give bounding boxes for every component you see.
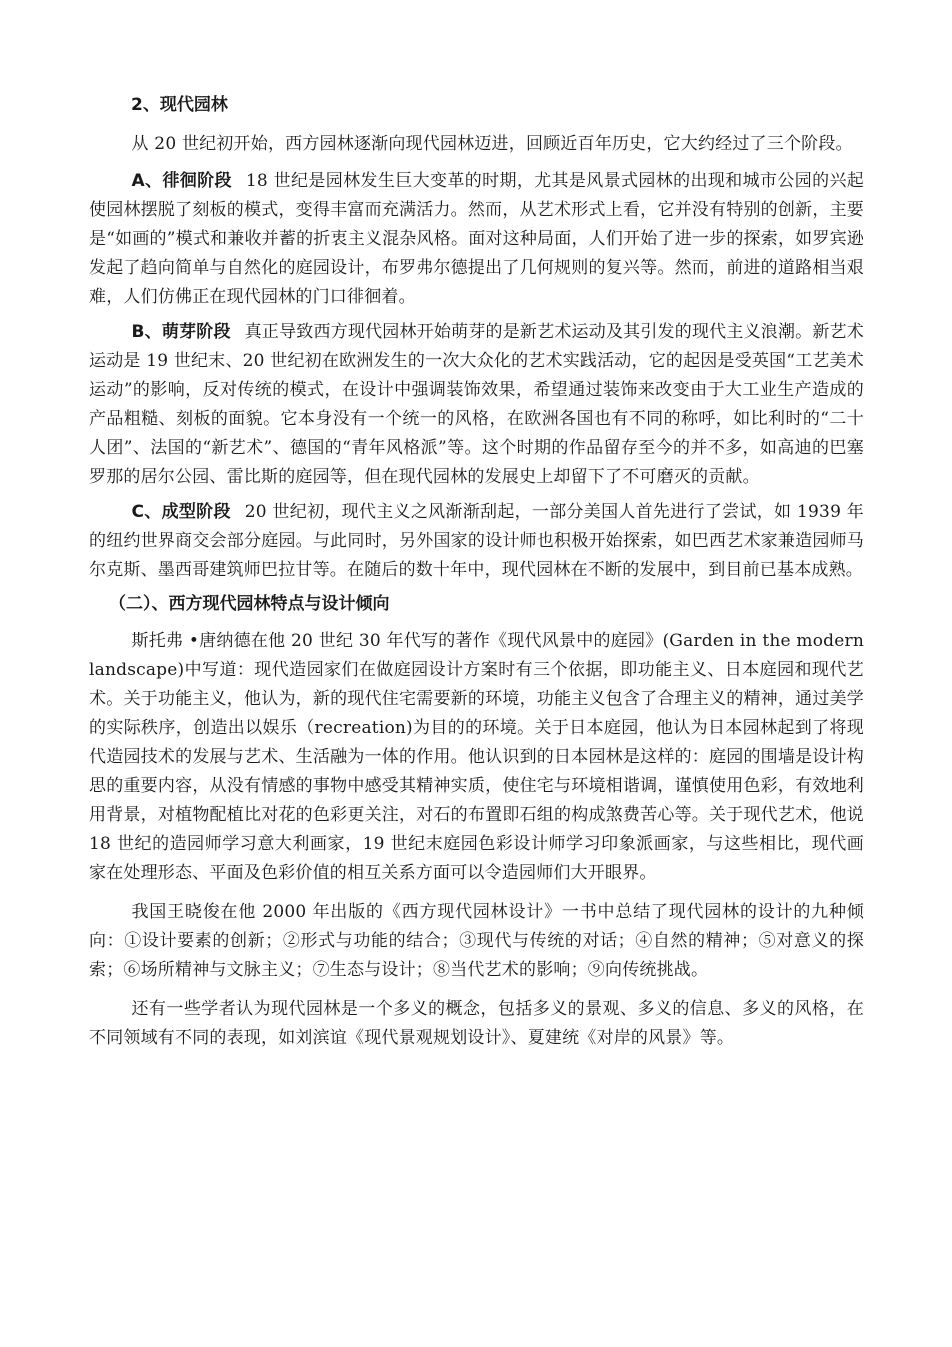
stage-b-label: B、萌芽阶段 [131,322,231,342]
wang-paragraph: 我国王晓俊在他 2000 年出版的《西方现代园林设计》一书中总结了现代园林的设计的九种倾向：①设计要素的创新；②形式与功能的结合；③现代与传统的对话；④自然的精神；⑤对意义的探索；⑥场所精神与文脉主义；⑦生态与设计；⑧当代艺术的影响；⑨向传统挑战。 [89,902,864,980]
stage-c-label: C、成型阶段 [131,502,231,522]
scholars-paragraph: 还有一些学者认为现代园林是一个多义的概念，包括多义的景观、多义的信息、多义的风格，在不同领域有不同的表现，如刘滨谊《现代景观规划设计》、夏建统《对岸的风景》等。 [89,999,864,1048]
stage-c-text: 20 世纪初，现代主义之风渐渐刮起，一部分美国人首先进行了尝试，如 1939 年的纽约世界商交会部分庭园。与此同时，另外国家的设计师也积极开始探索，如巴西艺术家兼造园师马尔克斯、墨西哥建筑师巴拉甘等。在随后的数十年中，现代园林在不断的发展中，到目前已基本成熟。 [89,502,864,580]
stage-a-label: A、徘徊阶段 [131,171,232,191]
donald-paragraph: 斯托弗 •唐纳德在他 20 世纪 30 年代写的著作《现代风景中的庭园》(Garden in the modern landscape)中写道：现代造园家们在做庭园设计方案时有三个依据，即功能主义、日本庭园和现代艺术。关于功能主义，他认为，新的现代住宅需要新的环境，功能主义包含了合理主义的精神，通过美学的实际秩序，创造出以娱乐（recreation)为目的的环境。关于日本庭园，他认为日本园林起到了将现代造园技术的发展与艺术、生活融为一体的作用。他认识到的日本园林是这样的：庭园的围墙是设计构思的重要内容，从没有情感的事物中感受其精神实质，使住宅与环境相谐调，谨慎使用色彩，有效地利用背景，对植物配植比对花的色彩更关注，对石的布置即石组的构成煞费苦心等。关于现代艺术，他说 18 世纪的造园师学习意大利画家，19 世纪末庭园色彩设计师学习印象派画家，与这些相比，现代画家在处理形态、平面及色彩价值的相互关系方面可以令造园师们大开眼界。 [89,631,864,883]
stage-b-text: 真正导致西方现代园林开始萌芽的是新艺术运动及其引发的现代主义浪潮。新艺术运动是 19 世纪末、20 世纪初在欧洲发生的一次大众化的艺术实践活动，它的起因是受英国“工艺美术运动”的影响，反对传统的模式，在设计中强调装饰效果，希望通过装饰来改变由于大工业生产造成的产品粗糙、刻板的面貌。它本身没有一个统一的风格，在欧洲各国也有不同的称呼，如比利时的“二十人团”、法国的“新艺术”、德国的“青年风格派”等。这个时期的作品留存至今的并不多，如高迪的巴塞罗那的居尔公园、雷比斯的庭园等，但在现代园林的发展史上却留下了不可磨灭的贡献。 [89,322,864,487]
stage-b-paragraph [89,318,864,492]
document-page [89,88,864,1053]
section-heading: 2、现代园林 [131,95,228,115]
stage-a-text: 18 世纪是园林发生巨大变革的时期，尤其是风景式园林的出现和城市公园的兴起使园林摆脱了刻板的模式，变得丰富而充满活力。然而，从艺术形式上看，它并没有特别的创新，主要是“如画的”模式和兼收并蓄的折衷主义混杂风格。面对这种局面，人们开始了进一步的探索，如罗宾逊发起了趋向简单与自然化的庭园设计，布罗弗尔德提出了几何规则的复兴等。然而，前进的道路相当艰难，人们仿佛正在现代园林的门口徘徊着。 [89,171,865,307]
stage-a-paragraph [89,167,864,312]
intro-paragraph: 从 20 世纪初开始，西方园林逐渐向现代园林迈进，回顾近百年历史，它大约经过了三个阶段。 [131,134,853,154]
stage-c-paragraph [89,498,864,585]
subsection-heading: （二）、西方现代园林特点与设计倾向 [109,594,390,614]
